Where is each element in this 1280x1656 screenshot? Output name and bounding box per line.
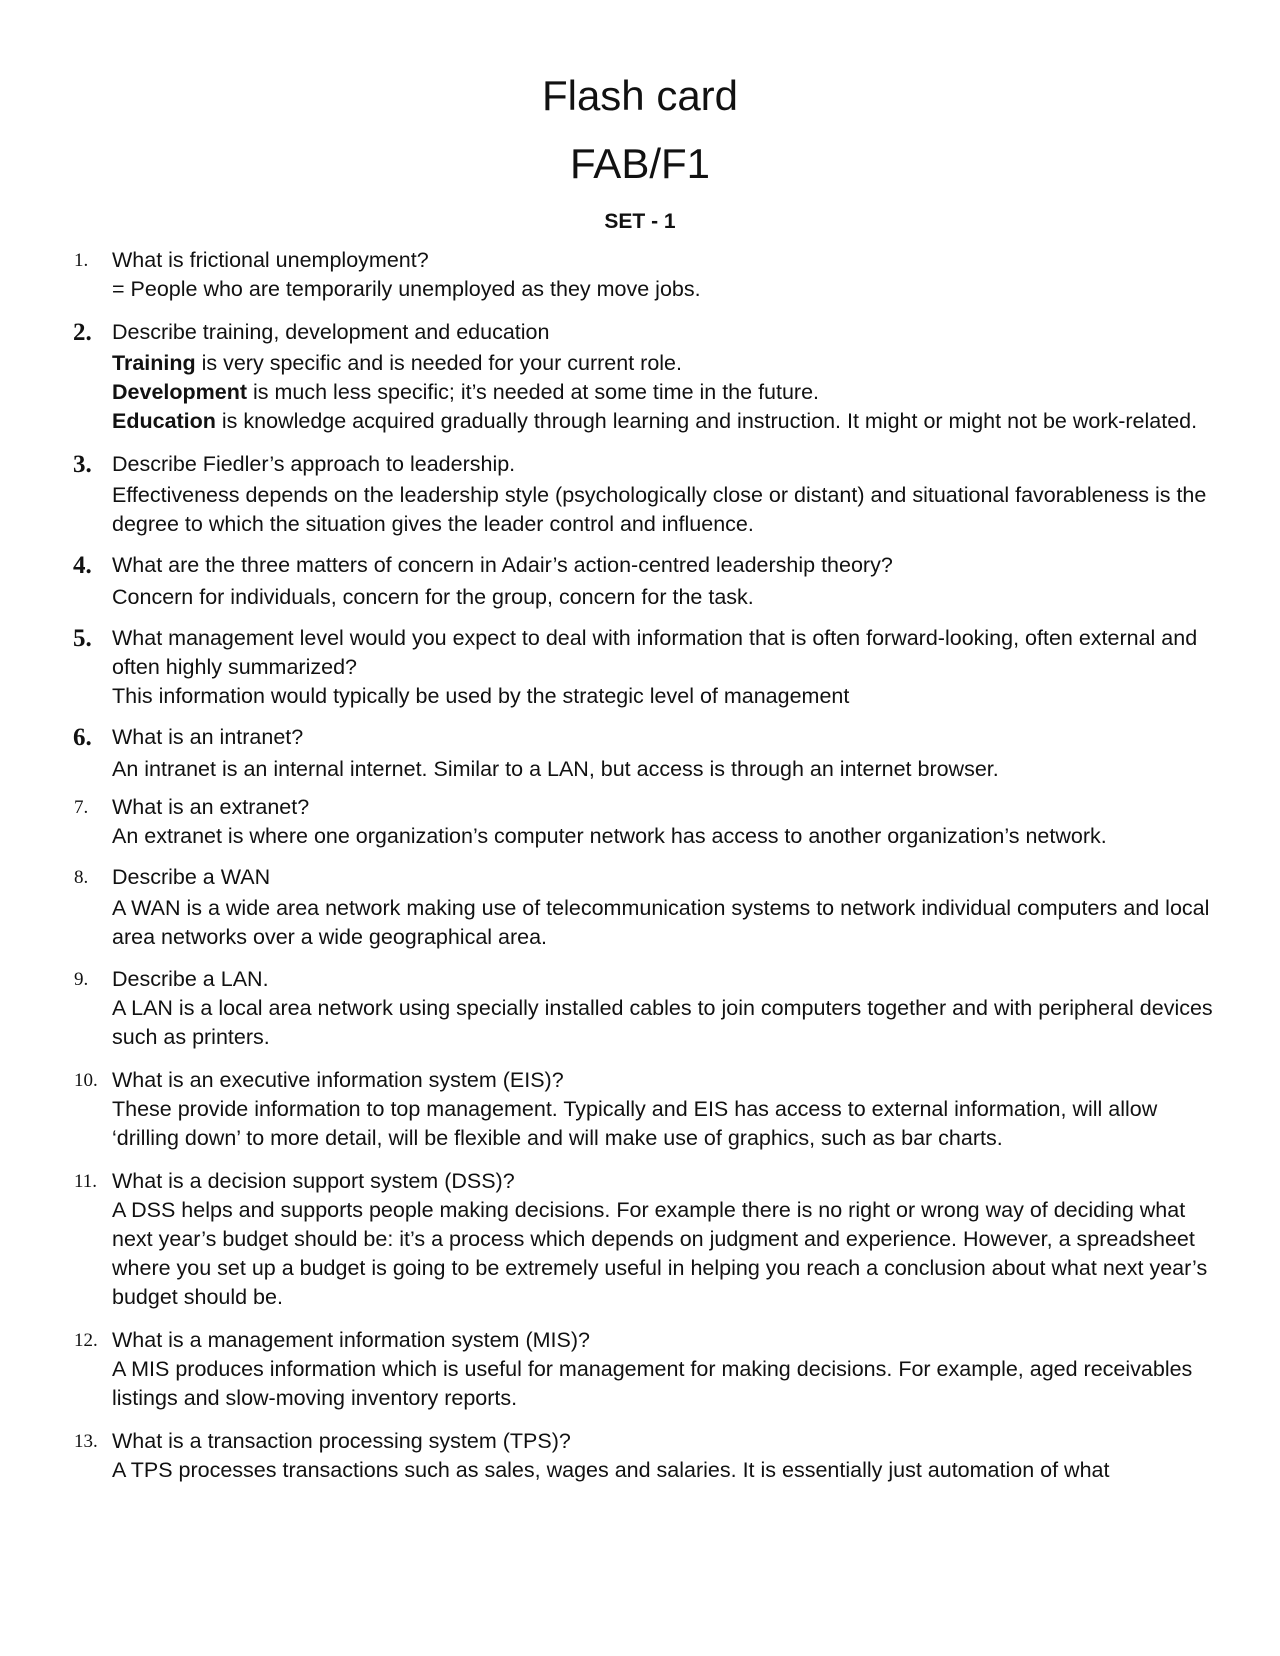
answer-line-development <box>112 378 1220 407</box>
item-number: 3. <box>73 451 92 478</box>
question-text: What is a decision support system (DSS)? <box>112 1169 515 1193</box>
item-number: 13. <box>74 1431 98 1452</box>
answer-text: A DSS helps and supports people making decisions. For example there is no right or wrong way of deciding what next year’s budget should be: it’s a process which depends on judgment and experience. However, a spreadsheet where you set up a budget is going to be extremely useful in helping you reach a conclusion about what next year’s budget should be. <box>112 1198 1208 1309</box>
question-text: What is a transaction processing system (TPS)? <box>112 1429 571 1453</box>
item-number: 10. <box>74 1070 98 1091</box>
answer-text: An extranet is where one organization’s computer network has access to another organization’s network. <box>112 824 1107 848</box>
flashcard-item-10 <box>0 1066 1280 1153</box>
answer-text: A WAN is a wide area network making use of telecommunication systems to network individual computers and local area networks over a wide geographical area. <box>112 896 1210 949</box>
term-training-text: is very specific and is needed for your current role. <box>195 351 682 375</box>
flashcard-item-12 <box>0 1326 1280 1413</box>
answer-text: An intranet is an internal internet. Similar to a LAN, but access is through an internet browser. <box>112 757 999 781</box>
item-number: 7. <box>74 797 89 818</box>
flashcard-item-2 <box>0 318 1280 436</box>
flashcard-item-4 <box>0 551 1280 612</box>
flashcard-list <box>0 246 1280 1485</box>
term-education: Education <box>112 409 216 433</box>
item-number: 6. <box>73 724 92 751</box>
item-number: 11. <box>74 1171 98 1192</box>
answer-text: This information would typically be used by the strategic level of management <box>112 684 850 708</box>
answer-text: These provide information to top management. Typically and EIS has access to external information, will allow ‘drilling down’ to more detail, will be flexible and will make use of graphics, such as bar charts. <box>112 1097 1158 1150</box>
answer-text: = People who are temporarily unemployed as they move jobs. <box>112 277 701 301</box>
question-text: What is a management information system (MIS)? <box>112 1328 590 1352</box>
answer-line-education <box>112 407 1220 436</box>
term-development: Development <box>112 380 248 404</box>
flashcard-item-13 <box>0 1427 1280 1485</box>
question-text: What is an extranet? <box>112 795 310 819</box>
item-number: 12. <box>74 1330 98 1351</box>
document-title: Flash card <box>541 72 739 119</box>
answer-text: A MIS produces information which is useful for management for making decisions. For example, aged receivables listings and slow-moving inventory reports. <box>112 1357 1193 1410</box>
answer-text: A LAN is a local area network using specially installed cables to join computers together and with peripheral devices such as printers. <box>112 996 1213 1049</box>
flashcard-item-3 <box>0 450 1280 539</box>
document-subtitle: FAB/F1 <box>569 140 711 187</box>
flashcard-item-8 <box>0 863 1280 952</box>
term-development-text: is much less specific; it’s needed at some time in the future. <box>247 380 820 404</box>
item-number: 4. <box>73 552 92 579</box>
set-label: SET - 1 <box>604 210 676 233</box>
answer-text: A TPS processes transactions such as sales, wages and salaries. It is essentially just automation of what <box>112 1458 1110 1482</box>
answer-text: Concern for individuals, concern for the group, concern for the task. <box>112 585 754 609</box>
item-number: 9. <box>74 969 89 990</box>
question-text: Describe Fiedler’s approach to leadership. <box>112 452 516 476</box>
flashcard-item-6 <box>0 723 1280 784</box>
question-text: What is an intranet? <box>112 725 304 749</box>
question-text: Describe a LAN. <box>112 967 269 991</box>
item-number: 5. <box>73 625 92 652</box>
question-text: What is an executive information system (EIS)? <box>112 1068 564 1092</box>
answer-text: Effectiveness depends on the leadership style (psychologically close or distant) and situational favorableness is the degree to which the situation gives the leader control and influence. <box>112 483 1207 536</box>
item-number: 1. <box>74 250 89 271</box>
question-text: What is frictional unemployment? <box>112 248 429 272</box>
answer-line-training <box>112 349 1220 378</box>
flashcard-item-9 <box>0 965 1280 1052</box>
question-text: What management level would you expect to deal with information that is often forward-looking, often external and often highly summarized? <box>112 626 1198 679</box>
flashcard-item-5 <box>0 624 1280 711</box>
question-text: Describe training, development and education <box>112 320 550 344</box>
flashcard-item-7 <box>0 793 1280 851</box>
flashcard-item-11 <box>0 1167 1280 1312</box>
item-number: 8. <box>74 867 89 888</box>
item-number: 2. <box>73 319 92 346</box>
term-education-text: is knowledge acquired gradually through learning and instruction. It might or might not be work-related. <box>215 409 1198 433</box>
question-text: Describe a WAN <box>112 865 271 889</box>
term-training: Training <box>112 351 196 375</box>
flashcard-item-1 <box>0 246 1280 304</box>
question-text: What are the three matters of concern in Adair’s action-centred leadership theory? <box>112 553 893 577</box>
